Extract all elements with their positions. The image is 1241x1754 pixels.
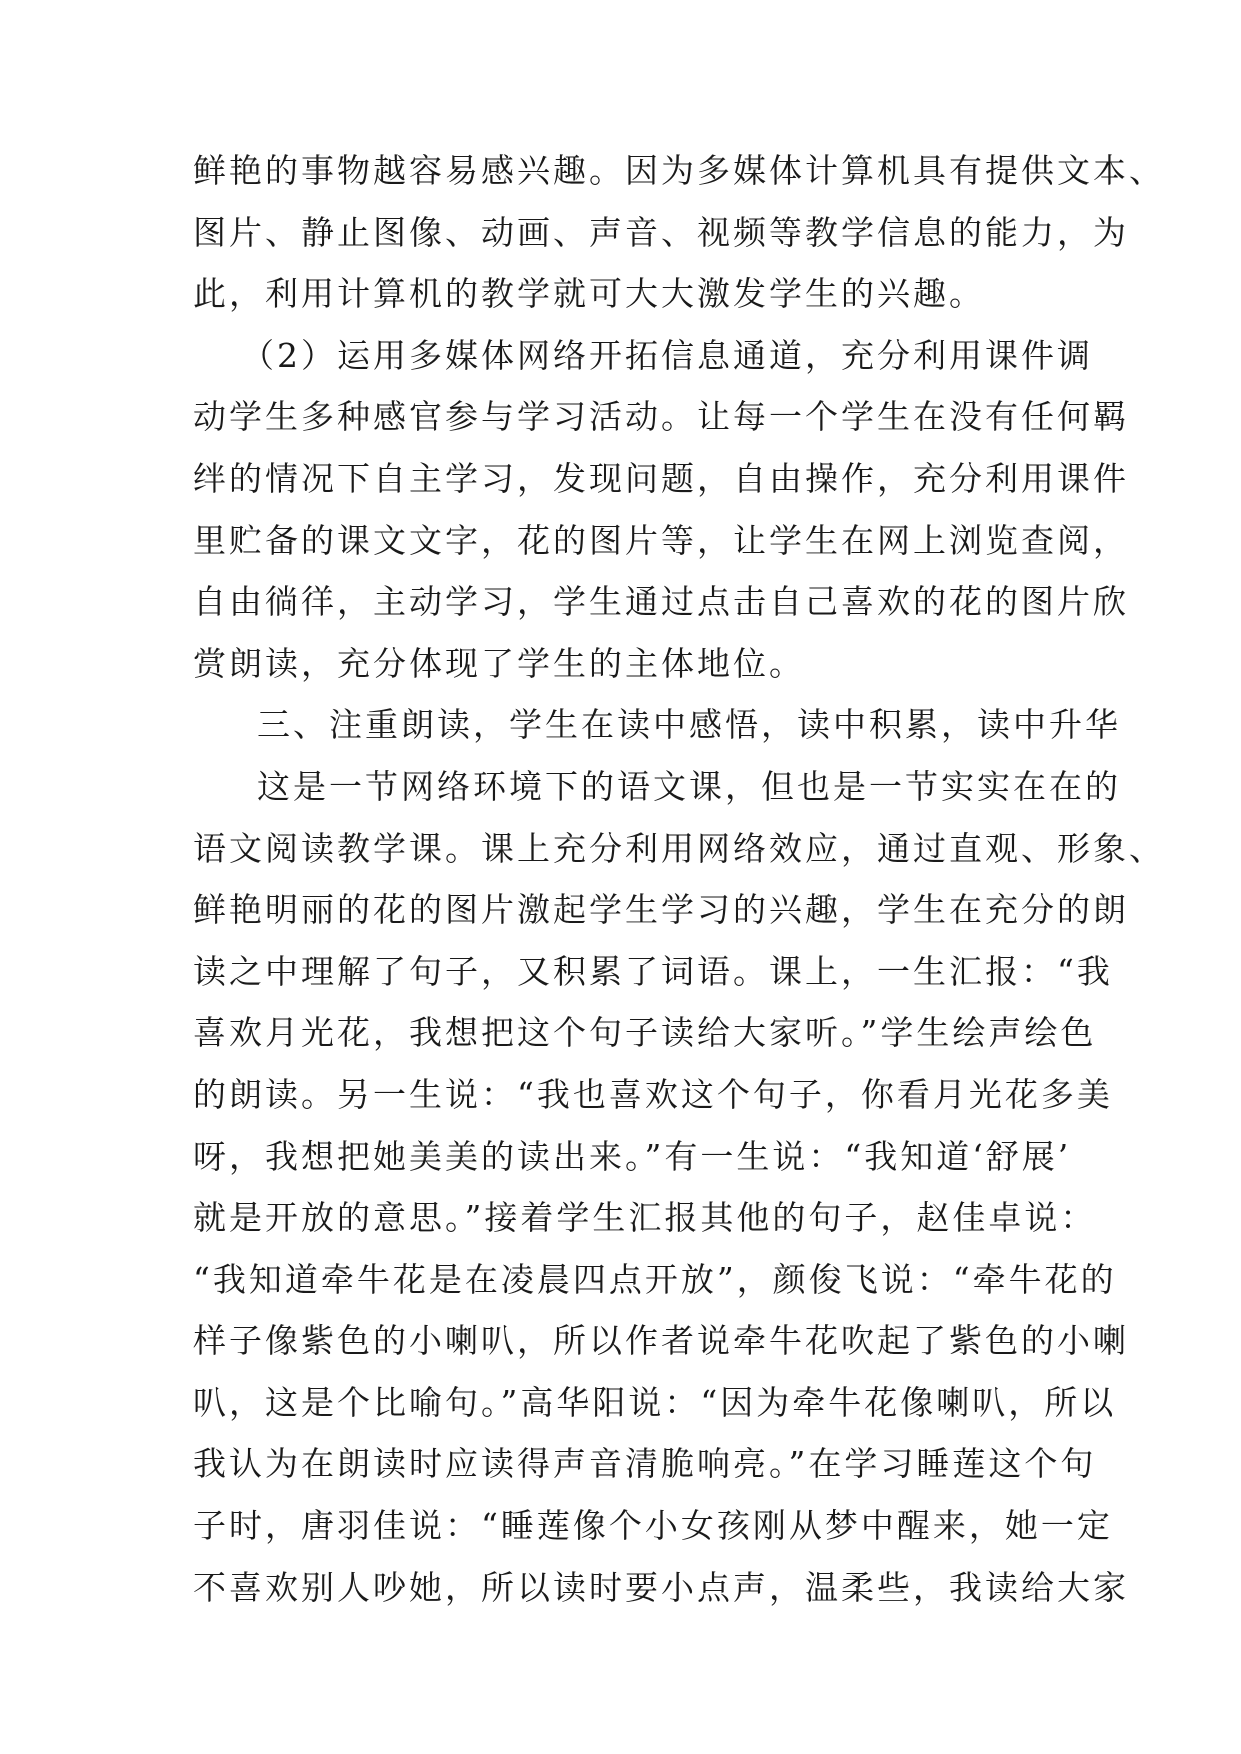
text-line: 动学生多种感官参与学习活动。让每一个学生在没有任何羁 xyxy=(193,397,1129,437)
section-heading: 三、注重朗读，学生在读中感悟，读中积累，读中升华 xyxy=(257,705,1121,745)
paragraph-heading: （2）运用多媒体网络开拓信息通道，充分利用课件调 xyxy=(241,335,1093,375)
text-line: 子时，唐羽佳说：“睡莲像个小女孩刚从梦中醒来，她一定 xyxy=(193,1506,1113,1546)
text-line: 鲜艳的事物越容易感兴趣。因为多媒体计算机具有提供文本、 xyxy=(193,151,1165,190)
text-line: 自由徜徉，主动学习，学生通过点击自己喜欢的花的图片欣 xyxy=(193,582,1129,622)
text-line: 鲜艳明丽的花的图片激起学生学习的兴趣，学生在充分的朗 xyxy=(193,890,1129,930)
text-line: 图片、静止图像、动画、声音、视频等教学信息的能力，为 xyxy=(193,212,1129,252)
text-line: 我认为在朗读时应读得声音清脆响亮。”在学习睡莲这个句 xyxy=(193,1444,1097,1484)
text-line: 样子像紫色的小喇叭，所以作者说牵牛花吹起了紫色的小喇 xyxy=(193,1321,1129,1361)
text-line: 就是开放的意思。”接着学生汇报其他的句子，赵佳卓说： xyxy=(193,1198,1097,1238)
text-line: 不喜欢别人吵她，所以读时要小点声，温柔些，我读给大家 xyxy=(193,1567,1129,1607)
text-line: 的朗读。另一生说：“我也喜欢这个句子，你看月光花多美 xyxy=(193,1074,1113,1114)
text-line: 赏朗读，充分体现了学生的主体地位。 xyxy=(193,643,805,683)
text-line: 读之中理解了句子，又积累了词语。课上，一生汇报：“我 xyxy=(193,951,1113,991)
text-line: 语文阅读教学课。课上充分利用网络效应，通过直观、形象、 xyxy=(193,828,1165,868)
document-body xyxy=(193,140,1165,1618)
text-line: 呀，我想把她美美的读出来。”有一生说：“我知道‘舒展’ xyxy=(193,1136,1072,1176)
text-line: 这是一节网络环境下的语文课，但也是一节实实在在的 xyxy=(257,766,1121,806)
text-line: 绊的情况下自主学习，发现问题，自由操作，充分利用课件 xyxy=(193,458,1129,498)
text-line: 喜欢月光花，我想把这个句子读给大家听。”学生绘声绘色 xyxy=(193,1013,1097,1053)
text-line: 里贮备的课文文字，花的图片等，让学生在网上浏览查阅， xyxy=(193,520,1129,560)
text-line: “我知道牵牛花是在凌晨四点开放”，颜俊飞说：“牵牛花的 xyxy=(193,1259,1117,1299)
text-line: 叭，这是个比喻句。”高华阳说：“因为牵牛花像喇叭，所以 xyxy=(193,1382,1117,1422)
text-line: 此，利用计算机的教学就可大大激发学生的兴趣。 xyxy=(193,274,985,314)
